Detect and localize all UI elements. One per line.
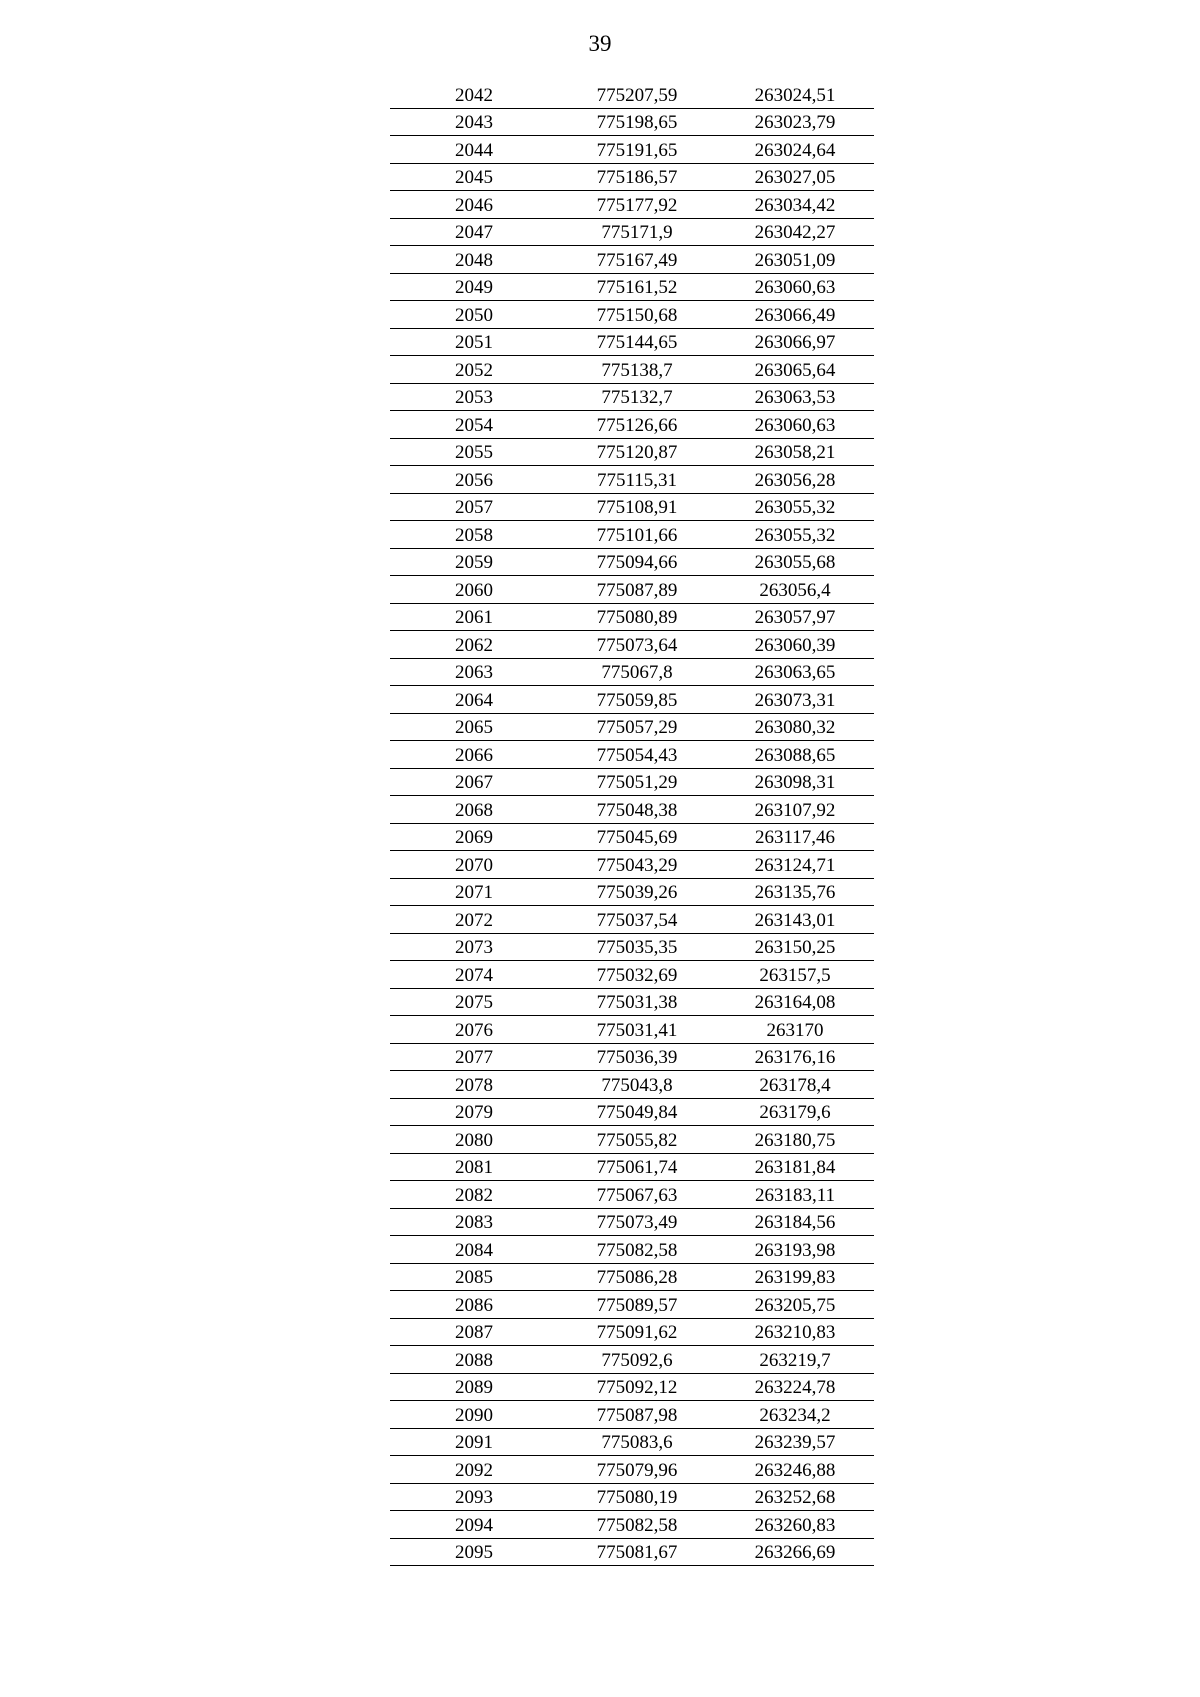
table-row: [390, 686, 874, 714]
point-number-cell: 2076: [390, 1016, 558, 1044]
point-number-cell: 2085: [390, 1263, 558, 1291]
point-number-cell: 2062: [390, 631, 558, 659]
point-number-cell: 2057: [390, 493, 558, 521]
y-coordinate-cell: 263057,97: [716, 603, 874, 631]
x-coordinate-cell: 775037,54: [558, 906, 716, 934]
table-row: [390, 658, 874, 686]
page-number: 39: [588, 31, 612, 56]
x-coordinate-cell: 775055,82: [558, 1126, 716, 1154]
point-number-cell: 2087: [390, 1318, 558, 1346]
x-coordinate-cell: 775057,29: [558, 713, 716, 741]
point-number-cell: 2052: [390, 356, 558, 384]
point-number-cell: 2088: [390, 1346, 558, 1374]
x-coordinate-cell: 775073,49: [558, 1208, 716, 1236]
x-coordinate-cell: 775171,9: [558, 218, 716, 246]
y-coordinate-cell: 263063,65: [716, 658, 874, 686]
x-coordinate-cell: 775115,31: [558, 466, 716, 494]
point-number-cell: 2060: [390, 576, 558, 604]
x-coordinate-cell: 775087,89: [558, 576, 716, 604]
table-row: [390, 1318, 874, 1346]
point-number-cell: 2051: [390, 328, 558, 356]
y-coordinate-cell: 263239,57: [716, 1428, 874, 1456]
y-coordinate-cell: 263124,71: [716, 851, 874, 879]
y-coordinate-cell: 263176,16: [716, 1043, 874, 1071]
point-number-cell: 2072: [390, 906, 558, 934]
y-coordinate-cell: 263193,98: [716, 1236, 874, 1264]
x-coordinate-cell: 775054,43: [558, 741, 716, 769]
x-coordinate-cell: 775144,65: [558, 328, 716, 356]
point-number-cell: 2058: [390, 521, 558, 549]
table-row: [390, 1071, 874, 1099]
table-row: [390, 878, 874, 906]
x-coordinate-cell: 775092,12: [558, 1373, 716, 1401]
x-coordinate-cell: 775067,8: [558, 658, 716, 686]
table-row: [390, 906, 874, 934]
table-row: [390, 1208, 874, 1236]
table-row: [390, 136, 874, 164]
x-coordinate-cell: 775073,64: [558, 631, 716, 659]
y-coordinate-cell: 263199,83: [716, 1263, 874, 1291]
table-row: [390, 1016, 874, 1044]
table-row: [390, 961, 874, 989]
y-coordinate-cell: 263117,46: [716, 823, 874, 851]
table-row: [390, 713, 874, 741]
y-coordinate-cell: 263266,69: [716, 1538, 874, 1566]
point-number-cell: 2090: [390, 1401, 558, 1429]
x-coordinate-cell: 775089,57: [558, 1291, 716, 1319]
y-coordinate-cell: 263055,32: [716, 493, 874, 521]
y-coordinate-cell: 263058,21: [716, 438, 874, 466]
table-row: [390, 1538, 874, 1566]
x-coordinate-cell: 775043,8: [558, 1071, 716, 1099]
point-number-cell: 2082: [390, 1181, 558, 1209]
x-coordinate-cell: 775086,28: [558, 1263, 716, 1291]
y-coordinate-cell: 263063,53: [716, 383, 874, 411]
table-row: [390, 1043, 874, 1071]
table-row: [390, 548, 874, 576]
y-coordinate-cell: 263065,64: [716, 356, 874, 384]
point-number-cell: 2086: [390, 1291, 558, 1319]
point-number-cell: 2049: [390, 273, 558, 301]
y-coordinate-cell: 263056,4: [716, 576, 874, 604]
table-row: [390, 1181, 874, 1209]
x-coordinate-cell: 775039,26: [558, 878, 716, 906]
y-coordinate-cell: 263183,11: [716, 1181, 874, 1209]
point-number-cell: 2061: [390, 603, 558, 631]
table-row: [390, 301, 874, 329]
point-number-cell: 2080: [390, 1126, 558, 1154]
coordinates-table: [390, 81, 874, 1566]
y-coordinate-cell: 263060,63: [716, 411, 874, 439]
point-number-cell: 2042: [390, 81, 558, 108]
table-row: [390, 933, 874, 961]
x-coordinate-cell: 775048,38: [558, 796, 716, 824]
point-number-cell: 2074: [390, 961, 558, 989]
point-number-cell: 2048: [390, 246, 558, 274]
point-number-cell: 2059: [390, 548, 558, 576]
table-row: [390, 81, 874, 108]
x-coordinate-cell: 775082,58: [558, 1511, 716, 1539]
y-coordinate-cell: 263205,75: [716, 1291, 874, 1319]
x-coordinate-cell: 775138,7: [558, 356, 716, 384]
y-coordinate-cell: 263178,4: [716, 1071, 874, 1099]
x-coordinate-cell: 775094,66: [558, 548, 716, 576]
y-coordinate-cell: 263060,39: [716, 631, 874, 659]
table-row: [390, 1428, 874, 1456]
x-coordinate-cell: 775177,92: [558, 191, 716, 219]
point-number-cell: 2053: [390, 383, 558, 411]
y-coordinate-cell: 263224,78: [716, 1373, 874, 1401]
table-row: [390, 521, 874, 549]
table-row: [390, 438, 874, 466]
point-number-cell: 2077: [390, 1043, 558, 1071]
point-number-cell: 2043: [390, 108, 558, 136]
y-coordinate-cell: 263066,49: [716, 301, 874, 329]
x-coordinate-cell: 775049,84: [558, 1098, 716, 1126]
y-coordinate-cell: 263066,97: [716, 328, 874, 356]
x-coordinate-cell: 775067,63: [558, 1181, 716, 1209]
table-row: [390, 1483, 874, 1511]
y-coordinate-cell: 263181,84: [716, 1153, 874, 1181]
point-number-cell: 2056: [390, 466, 558, 494]
y-coordinate-cell: 263150,25: [716, 933, 874, 961]
x-coordinate-cell: 775036,39: [558, 1043, 716, 1071]
table-row: [390, 768, 874, 796]
point-number-cell: 2047: [390, 218, 558, 246]
table-row: [390, 218, 874, 246]
y-coordinate-cell: 263252,68: [716, 1483, 874, 1511]
y-coordinate-cell: 263170: [716, 1016, 874, 1044]
coordinates-table-body: [390, 81, 874, 1566]
point-number-cell: 2094: [390, 1511, 558, 1539]
point-number-cell: 2069: [390, 823, 558, 851]
point-number-cell: 2075: [390, 988, 558, 1016]
x-coordinate-cell: 775191,65: [558, 136, 716, 164]
table-row: [390, 1511, 874, 1539]
y-coordinate-cell: 263034,42: [716, 191, 874, 219]
y-coordinate-cell: 263051,09: [716, 246, 874, 274]
x-coordinate-cell: 775091,62: [558, 1318, 716, 1346]
x-coordinate-cell: 775167,49: [558, 246, 716, 274]
table-row: [390, 988, 874, 1016]
y-coordinate-cell: 263246,88: [716, 1456, 874, 1484]
y-coordinate-cell: 263073,31: [716, 686, 874, 714]
point-number-cell: 2055: [390, 438, 558, 466]
table-row: [390, 411, 874, 439]
table-row: [390, 1153, 874, 1181]
point-number-cell: 2095: [390, 1538, 558, 1566]
table-row: [390, 108, 874, 136]
table-row: [390, 356, 874, 384]
point-number-cell: 2045: [390, 163, 558, 191]
table-row: [390, 273, 874, 301]
point-number-cell: 2071: [390, 878, 558, 906]
table-row: [390, 851, 874, 879]
x-coordinate-cell: 775101,66: [558, 521, 716, 549]
y-coordinate-cell: 263107,92: [716, 796, 874, 824]
x-coordinate-cell: 775061,74: [558, 1153, 716, 1181]
x-coordinate-cell: 775080,19: [558, 1483, 716, 1511]
y-coordinate-cell: 263042,27: [716, 218, 874, 246]
x-coordinate-cell: 775108,91: [558, 493, 716, 521]
y-coordinate-cell: 263135,76: [716, 878, 874, 906]
x-coordinate-cell: 775051,29: [558, 768, 716, 796]
point-number-cell: 2054: [390, 411, 558, 439]
x-coordinate-cell: 775207,59: [558, 81, 716, 108]
point-number-cell: 2065: [390, 713, 558, 741]
y-coordinate-cell: 263027,05: [716, 163, 874, 191]
table-row: [390, 1346, 874, 1374]
y-coordinate-cell: 263143,01: [716, 906, 874, 934]
y-coordinate-cell: 263056,28: [716, 466, 874, 494]
y-coordinate-cell: 263184,56: [716, 1208, 874, 1236]
x-coordinate-cell: 775035,35: [558, 933, 716, 961]
point-number-cell: 2064: [390, 686, 558, 714]
y-coordinate-cell: 263164,08: [716, 988, 874, 1016]
x-coordinate-cell: 775126,66: [558, 411, 716, 439]
x-coordinate-cell: 775186,57: [558, 163, 716, 191]
point-number-cell: 2063: [390, 658, 558, 686]
x-coordinate-cell: 775198,65: [558, 108, 716, 136]
y-coordinate-cell: 263024,51: [716, 81, 874, 108]
x-coordinate-cell: 775043,29: [558, 851, 716, 879]
x-coordinate-cell: 775083,6: [558, 1428, 716, 1456]
y-coordinate-cell: 263260,83: [716, 1511, 874, 1539]
x-coordinate-cell: 775082,58: [558, 1236, 716, 1264]
x-coordinate-cell: 775031,38: [558, 988, 716, 1016]
table-row: [390, 576, 874, 604]
x-coordinate-cell: 775059,85: [558, 686, 716, 714]
x-coordinate-cell: 775150,68: [558, 301, 716, 329]
x-coordinate-cell: 775032,69: [558, 961, 716, 989]
point-number-cell: 2091: [390, 1428, 558, 1456]
x-coordinate-cell: 775080,89: [558, 603, 716, 631]
table-row: [390, 328, 874, 356]
x-coordinate-cell: 775081,67: [558, 1538, 716, 1566]
y-coordinate-cell: 263088,65: [716, 741, 874, 769]
table-row: [390, 246, 874, 274]
point-number-cell: 2081: [390, 1153, 558, 1181]
table-row: [390, 741, 874, 769]
point-number-cell: 2083: [390, 1208, 558, 1236]
point-number-cell: 2093: [390, 1483, 558, 1511]
table-row: [390, 823, 874, 851]
point-number-cell: 2050: [390, 301, 558, 329]
y-coordinate-cell: 263098,31: [716, 768, 874, 796]
table-row: [390, 603, 874, 631]
x-coordinate-cell: 775132,7: [558, 383, 716, 411]
x-coordinate-cell: 775161,52: [558, 273, 716, 301]
table-row: [390, 191, 874, 219]
x-coordinate-cell: 775031,41: [558, 1016, 716, 1044]
x-coordinate-cell: 775079,96: [558, 1456, 716, 1484]
y-coordinate-cell: 263180,75: [716, 1126, 874, 1154]
y-coordinate-cell: 263060,63: [716, 273, 874, 301]
point-number-cell: 2068: [390, 796, 558, 824]
y-coordinate-cell: 263234,2: [716, 1401, 874, 1429]
table-row: [390, 1373, 874, 1401]
point-number-cell: 2070: [390, 851, 558, 879]
point-number-cell: 2066: [390, 741, 558, 769]
y-coordinate-cell: 263024,64: [716, 136, 874, 164]
table-row: [390, 1291, 874, 1319]
y-coordinate-cell: 263080,32: [716, 713, 874, 741]
point-number-cell: 2046: [390, 191, 558, 219]
table-row: [390, 1263, 874, 1291]
point-number-cell: 2079: [390, 1098, 558, 1126]
x-coordinate-cell: 775045,69: [558, 823, 716, 851]
table-row: [390, 796, 874, 824]
table-row: [390, 493, 874, 521]
table-row: [390, 1456, 874, 1484]
table-row: [390, 1401, 874, 1429]
y-coordinate-cell: 263055,32: [716, 521, 874, 549]
point-number-cell: 2073: [390, 933, 558, 961]
y-coordinate-cell: 263055,68: [716, 548, 874, 576]
y-coordinate-cell: 263210,83: [716, 1318, 874, 1346]
point-number-cell: 2084: [390, 1236, 558, 1264]
x-coordinate-cell: 775092,6: [558, 1346, 716, 1374]
table-row: [390, 1098, 874, 1126]
table-row: [390, 383, 874, 411]
point-number-cell: 2067: [390, 768, 558, 796]
point-number-cell: 2092: [390, 1456, 558, 1484]
table-row: [390, 163, 874, 191]
y-coordinate-cell: 263023,79: [716, 108, 874, 136]
table-row: [390, 631, 874, 659]
y-coordinate-cell: 263179,6: [716, 1098, 874, 1126]
y-coordinate-cell: 263157,5: [716, 961, 874, 989]
y-coordinate-cell: 263219,7: [716, 1346, 874, 1374]
table-row: [390, 466, 874, 494]
table-row: [390, 1126, 874, 1154]
point-number-cell: 2078: [390, 1071, 558, 1099]
x-coordinate-cell: 775087,98: [558, 1401, 716, 1429]
x-coordinate-cell: 775120,87: [558, 438, 716, 466]
point-number-cell: 2089: [390, 1373, 558, 1401]
table-row: [390, 1236, 874, 1264]
point-number-cell: 2044: [390, 136, 558, 164]
